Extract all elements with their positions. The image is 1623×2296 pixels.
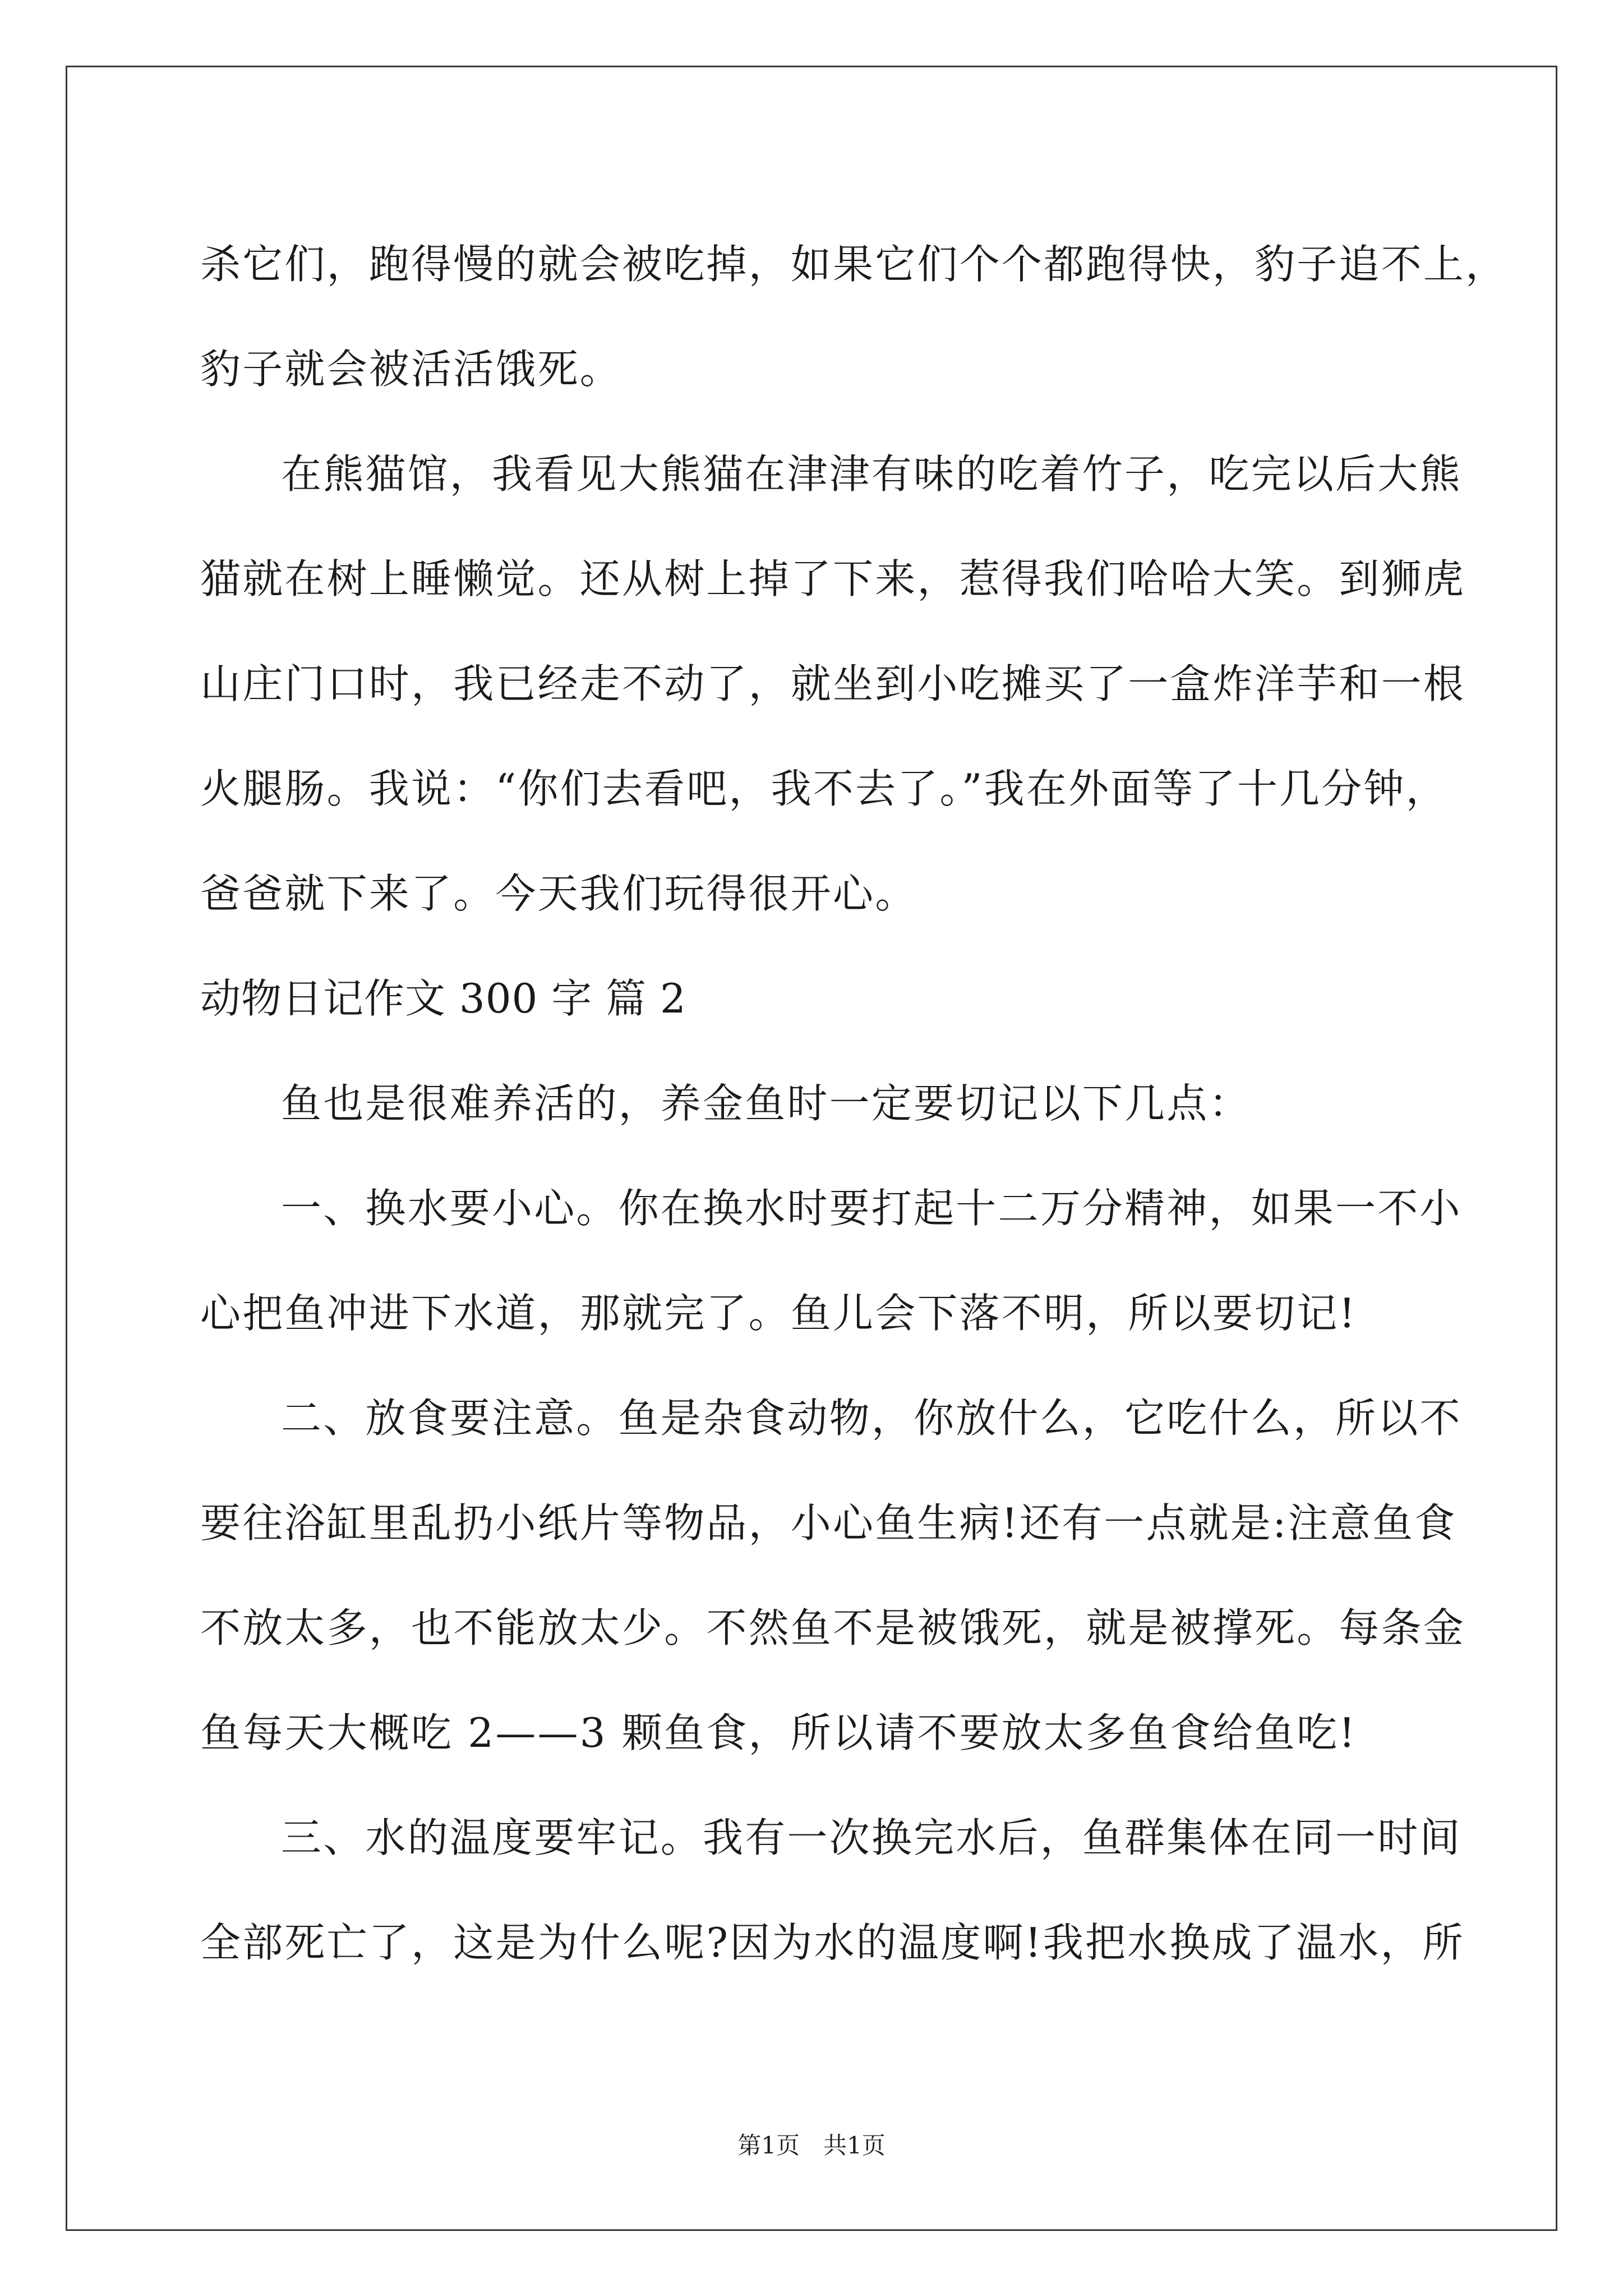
page-footer — [0, 2129, 1623, 2162]
text-line: 在熊猫馆，我看见大熊猫在津津有味的吃着竹子，吃完以后大熊 — [281, 450, 1462, 498]
text-line: 猫就在树上睡懒觉。还从树上掉了下来，惹得我们哈哈大笑。到狮虎 — [200, 555, 1466, 602]
text-line: 鱼也是很难养活的，养金鱼时一定要切记以下几点： — [281, 1080, 1251, 1127]
text-line: 不放太多，也不能放太少。不然鱼不是被饿死，就是被撑死。每条金 — [200, 1604, 1466, 1651]
text-line: 一、换水要小心。你在换水时要打起十二万分精神，如果一不小 — [281, 1185, 1462, 1232]
document-body — [200, 212, 1508, 1995]
page-number-label: 第1页 共1页 — [737, 2132, 886, 2159]
text-line: 全部死亡了，这是为什么呢?因为水的温度啊!我把水换成了温水，所 — [200, 1919, 1465, 1966]
text-line: 火腿肠。我说：“你们去看吧，我不去了。”我在外面等了十几分钟， — [200, 765, 1448, 812]
text-line: 三、水的温度要牢记。我有一次换完水后，鱼群集体在同一时间 — [281, 1814, 1462, 1861]
text-line: 杀它们，跑得慢的就会被吃掉，如果它们个个都跑得快，豹子追不上， — [200, 241, 1508, 288]
text-line: 要往浴缸里乱扔小纸片等物品，小心鱼生病!还有一点就是:注意鱼食 — [200, 1499, 1457, 1547]
text-line: 山庄门口时，我已经走不动了，就坐到小吃摊买了一盒炸洋芋和一根 — [200, 660, 1466, 707]
section-heading: 动物日记作文 300 字 篇 2 — [200, 975, 686, 1022]
text-line: 二、放食要注意。鱼是杂食动物，你放什么，它吃什么，所以不 — [281, 1395, 1462, 1442]
text-line: 豹子就会被活活饿死。 — [200, 346, 623, 393]
text-line: 爸爸就下来了。今天我们玩得很开心。 — [200, 870, 917, 917]
text-line: 心把鱼冲进下水道，那就完了。鱼儿会下落不明，所以要切记! — [200, 1290, 1357, 1337]
text-line: 鱼每天大概吃 2——3 颗鱼食，所以请不要放太多鱼食给鱼吃! — [200, 1709, 1357, 1756]
